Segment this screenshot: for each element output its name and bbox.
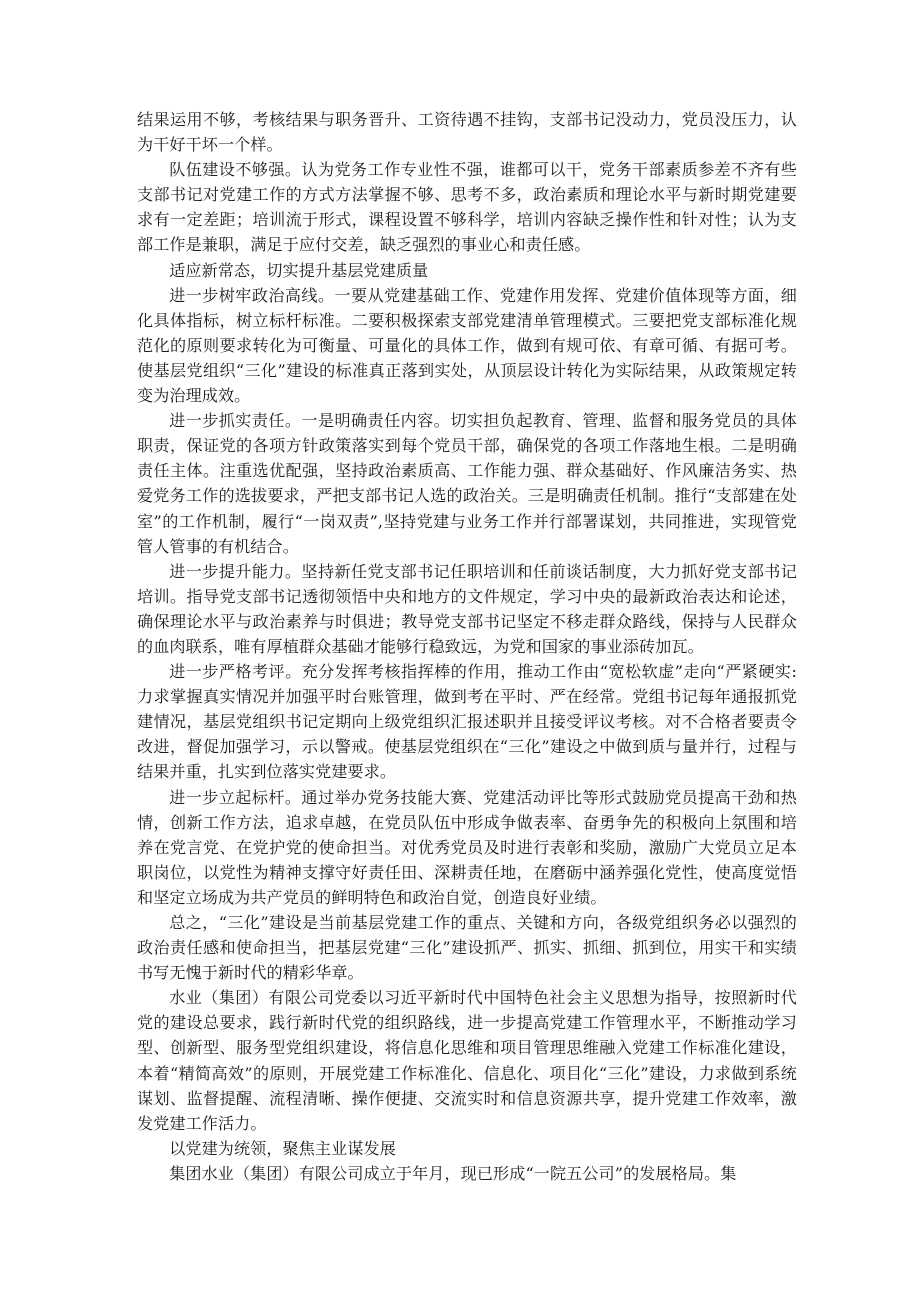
paragraph-company-structure: 集团水业（集团）有限公司成立于年月，现已形成“一院五公司”的发展格局。集 [169,1163,737,1183]
section-heading-party-leadership: 以党建为统领，聚焦主业谋发展 [169,1138,396,1158]
paragraph-company-intro: 水业（集团）有限公司党委以习近平新时代中国特色社会主义思想为指导，按照新时代党的建设总要求，践行新时代党的组织路线，进一步提高党建工作管理水平，不断推动学习型、创新型、服务型党组织建设，将信息化思维和项目管理思维融入党建工作标准化建设，本着“精简高效”的原则，开展党建工作标准化、信息化、项目化“三化”建设，力求做到系统谋划、监督提醒、流程清晰、操作便捷、交流实时和信息资源共享，提升党建工作效率，激发党建工作活力。 [137,988,797,1133]
paragraph-continuation: 结果运用不够，考核结果与职务晋升、工资待遇不挂钩，支部书记没动力，党员没压力，认为干好干坏一个样。 [137,110,797,155]
paragraph-team-building: 队伍建设不够强。认为党务工作专业性不强，谁都可以干，党务干部素质参差不齐有些支部书记对党建工作的方式方法掌握不够、思考不多，政治素质和理论水平与新时期党建要求有一定差距；培训流于形式，课程设置不够科学，培训内容缺乏操作性和针对性；认为支部工作是兼职，满足于应付交差，缺乏强烈的事业心和责任感。 [137,160,797,255]
paragraph-responsibility: 进一步抓实责任。一是明确责任内容。切实担负起教育、管理、监督和服务党员的具体职责，保证党的各项方针政策落实到每个党员干部，确保党的各项工作落地生根。二是明确责任主体。注重选优配强，坚持政治素质高、工作能力强、群众基础好、作风廉洁务实、热爱党务工作的选拔要求，严把支部书记人选的政治关。三是明确责任机制。推行“支部建在处室”的工作机制，履行“一岗双责”,坚持党建与业务工作并行部署谋划，共同推进，实现管党管人管事的有机结合。 [137,411,797,556]
document-page [137,107,797,1186]
paragraph-evaluation: 进一步严格考评。充分发挥考核指挥棒的作用，推动工作由“宽松软虚”走向“严紧硬实:力求掌握真实情况并加强平时台账管理，做到考在平时、严在经常。党组书记每年通报抓党建情况，基层党组织书记定期向上级党组织汇报述职并且接受评议考核。对不合格者要责令改进，督促加强学习，示以警戒。使基层党组织在“三化”建设之中做到质与量并行，过程与结果并重，扎实到位落实党建要求。 [137,662,797,782]
paragraph-summary: 总之，“三化”建设是当前基层党建工作的重点、关键和方向，各级党组织务必以强烈的政治责任感和使命担当，把基层党建“三化”建设抓严、抓实、抓细、抓到位，用实干和实绩书写无愧于新时代的精彩华章。 [137,913,797,983]
section-heading-new-normal: 适应新常态，切实提升基层党建质量 [169,260,429,280]
paragraph-political-line: 进一步树牢政治高线。一要从党建基础工作、党建作用发挥、党建价值体现等方面，细化具体指标，树立标杆标准。二要积极探索支部党建清单管理模式。三要把党支部标准化规范化的原则要求转化为可衡量、可量化的具体工作，做到有规可依、有章可循、有据可考。使基层党组织“三化”建设的标准真正落到实处，从顶层设计转化为实际结果，从政策规定转变为治理成效。 [137,285,797,406]
paragraph-capability: 进一步提升能力。坚持新任党支部书记任职培训和任前谈话制度，大力抓好党支部书记培训。指导党支部书记透彻领悟中央和地方的文件规定，学习中央的最新政治表达和论述，确保理论水平与政治素养与时俱进；教导党支部书记坚定不移走群众路线，保持与人民群众的血肉联系，唯有厚植群众基础才能够行稳致远，为党和国家的事业添砖加瓦。 [137,561,797,656]
paragraph-benchmark: 进一步立起标杆。通过举办党务技能大赛、党建活动评比等形式鼓励党员提高干劲和热情，创新工作方法，追求卓越，在党员队伍中形成争做表率、奋勇争先的积极向上氛围和培养在党言党、在党护党的使命担当。对优秀党员及时进行表彰和奖励，激励广大党员立足本职岗位，以党性为精神支撑守好责任田、深耕责任地，在磨砺中涵养强化党性，使高度觉悟和坚定立场成为共产党员的鲜明特色和政治自觉，创造良好业绩。 [137,787,797,907]
